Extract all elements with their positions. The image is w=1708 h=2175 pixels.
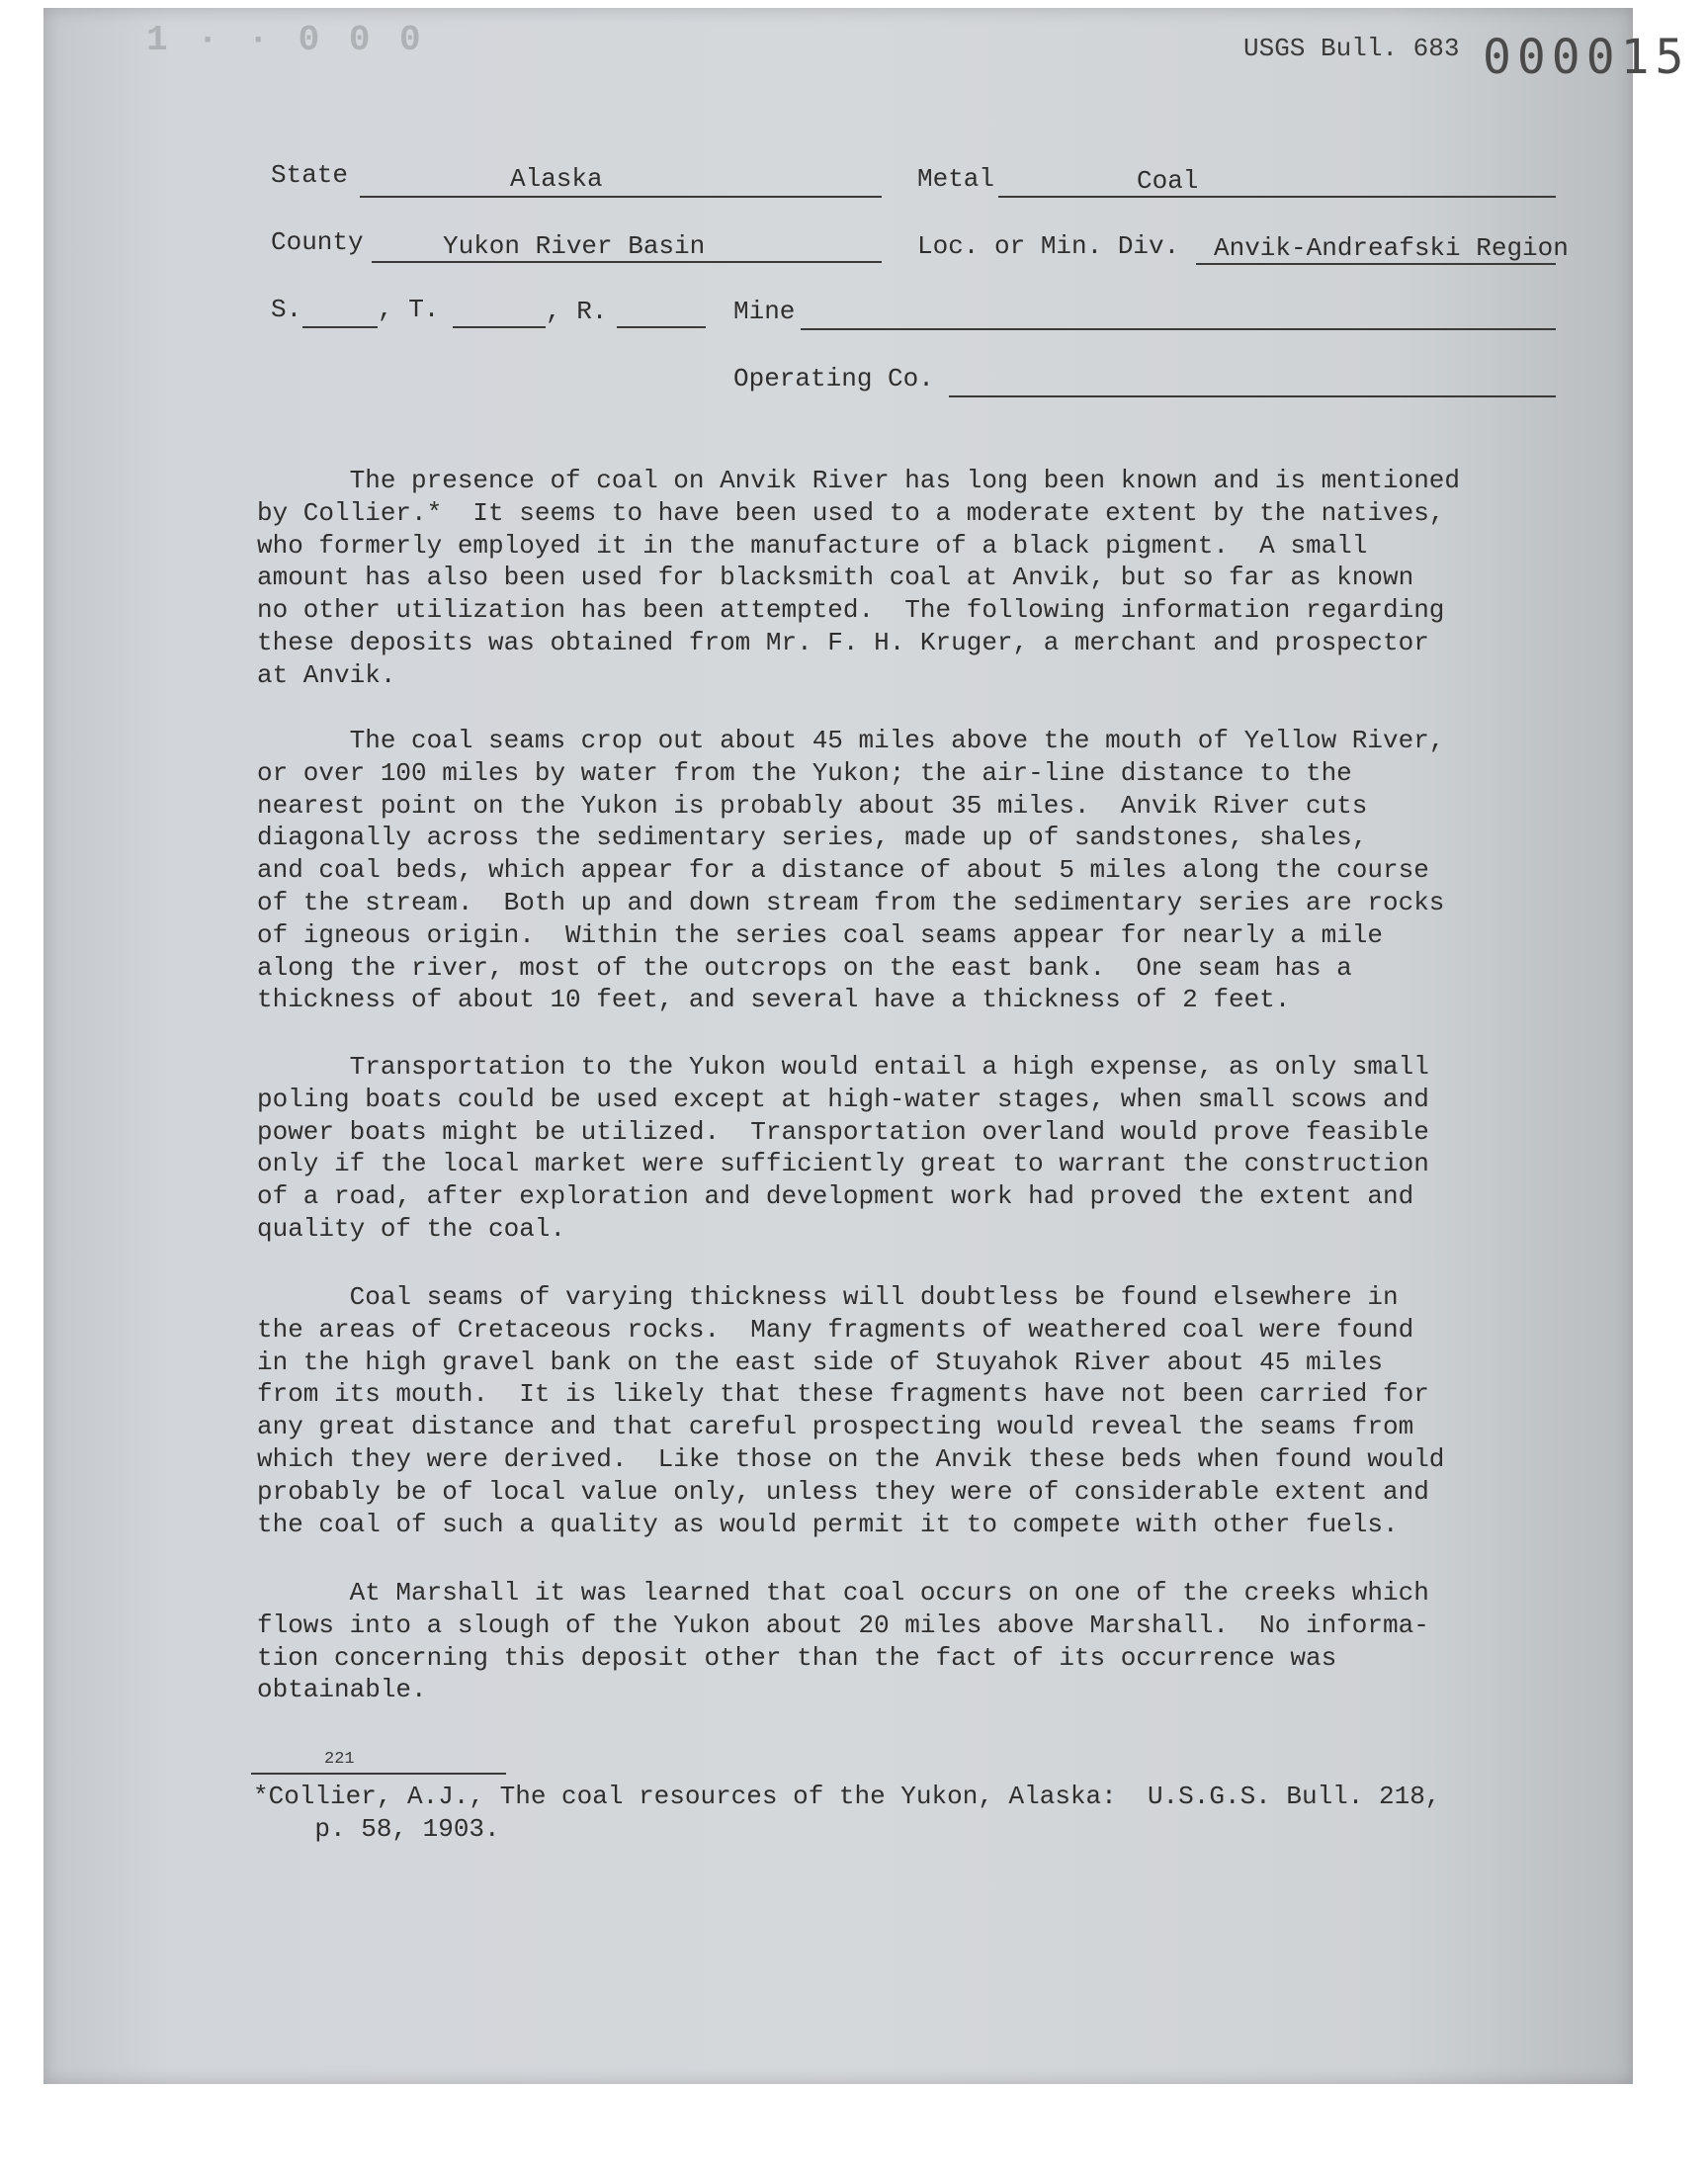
loc-label: Loc. or Min. Div. — [917, 231, 1180, 261]
archive-stamp: 1 · · 0 0 0 — [146, 20, 425, 60]
paragraph-5: At Marshall it was learned that coal occurs on one of the creeks which flows into a slough of the Yukon about 20 miles above Marshall. No informa- tion concerning this deposit other than the fact of its occurrence was obtainable. — [257, 1578, 1429, 1705]
township-line — [453, 326, 546, 328]
metal-value: Coal — [1137, 166, 1199, 196]
county-line — [372, 261, 882, 263]
metal-line — [998, 196, 1556, 198]
county-value: Yukon River Basin — [443, 231, 706, 261]
mine-line — [801, 328, 1556, 330]
state-label: State — [271, 160, 349, 190]
operating-co-label: Operating Co. — [733, 364, 934, 393]
range-label: , R. — [546, 297, 608, 326]
paragraph-3: Transportation to the Yukon would entail a high expense, as only small poling boats could be used except at high-water stages, when small scows and power boats might be utilized. Transportation overland would prove feasible only if the local market were sufficiently great to warrant the construction of a road, after exploration and development work had proved the extent and quality of the coal. — [257, 1052, 1429, 1244]
range-line — [617, 326, 706, 328]
footnote-rule — [251, 1773, 506, 1775]
metal-label: Metal — [917, 164, 995, 194]
county-label: County — [271, 227, 364, 257]
paragraph-4: Coal seams of varying thickness will doubtless be found elsewhere in the areas of Cretaceous rocks. Many fragments of weathered coal were found in the high gravel bank on the east side of Stuyahok River about 45 miles from its mouth. It is likely that these fragments have not been carried for any great distance and that careful prospecting would reveal the seams from which they were derived. Like those on the Anvik these beds when found would probably be of local value only, unless they were of considerable extent and the coal of such a quality as would permit it to compete with other fuels. — [257, 1282, 1445, 1539]
mine-label: Mine — [733, 297, 796, 326]
document-page — [43, 8, 1690, 2084]
township-label: , T. — [378, 295, 440, 324]
section-line — [302, 326, 378, 328]
loc-line — [1196, 263, 1556, 265]
page-number: 000015 — [1483, 30, 1690, 85]
loc-value: Anvik-Andreafski Region — [1214, 233, 1569, 263]
footnote-citation: *Collier, A.J., The coal resources of the Yukon, Alaska: U.S.G.S. Bull. 218, p. 58, 1903. — [253, 1782, 1441, 1844]
operating-co-line — [949, 395, 1556, 397]
section-label: S. — [271, 295, 302, 324]
paragraph-1: The presence of coal on Anvik River has long been known and is mentioned by Collier.* It seems to have been used to a moderate extent by the natives, who formerly employed it in the manufacture of a black pigment. A small amount has also been used for blacksmith coal at Anvik, but so far as known no other utilization has been attempted. The following information regarding these deposits was obtained from Mr. F. H. Kruger, a merchant and prospector at Anvik. — [257, 466, 1460, 690]
footnote-page-mark: 221 — [324, 1750, 355, 1769]
state-line — [360, 196, 882, 198]
state-value: Alaska — [510, 164, 603, 194]
paragraph-2: The coal seams crop out about 45 miles above the mouth of Yellow River, or over 100 miles by water from the Yukon; the air-line distance to the nearest point on the Yukon is probably about 35 miles. Anvik River cuts diagonally across the sedimentary series, made up of sandstones, shales, and coal beds, which appear for a distance of about 5 miles along the course of the stream. Both up and down stream from the sedimentary series are rocks of igneous origin. Within the series coal seams appear for nearly a mile along the river, most of the outcrops on the east bank. One seam has a thickness of about 10 feet, and several have a thickness of 2 feet. — [257, 726, 1445, 1015]
bulletin-reference: USGS Bull. 683 — [1243, 34, 1460, 63]
